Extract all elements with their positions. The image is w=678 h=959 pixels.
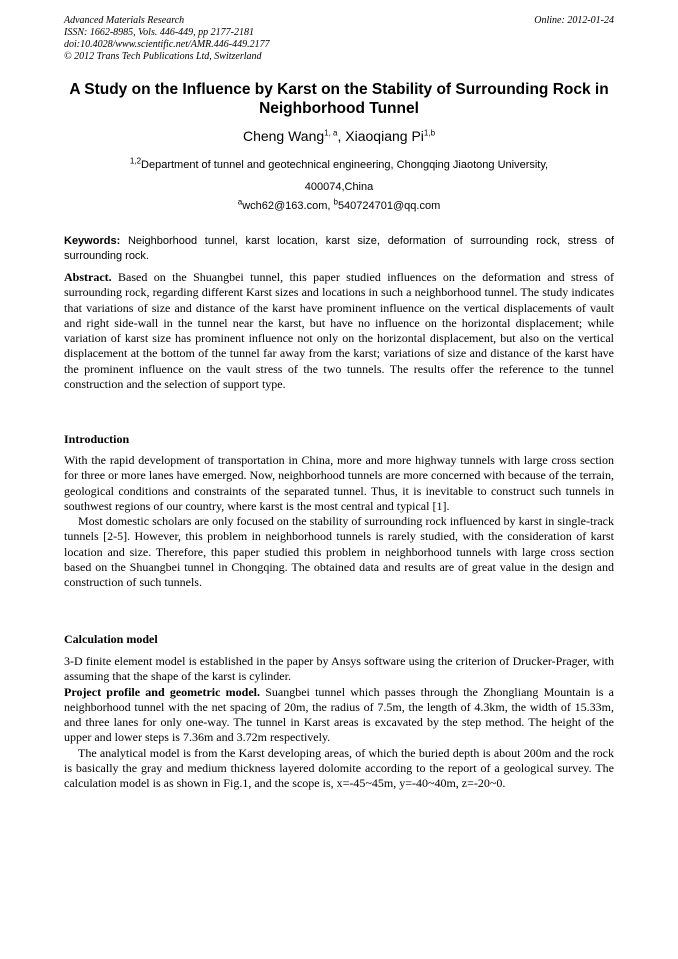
email-line: $^a$wch62@163.com, $^b$540724701@qq.com bbox=[237, 197, 441, 212]
author-superscript: 1,b bbox=[423, 128, 436, 138]
author-superscript: 1, a bbox=[324, 128, 338, 138]
author-separator: , bbox=[337, 128, 346, 144]
subsection-label: Project profile and geometric model. bbox=[64, 684, 260, 699]
section-heading: Introduction bbox=[64, 432, 130, 446]
author-name: Cheng Wang bbox=[242, 128, 325, 144]
journal-name: Advanced Materials Research bbox=[64, 15, 185, 26]
affiliation-line: 400074,China bbox=[304, 181, 374, 193]
keywords-label: Keywords: bbox=[64, 235, 121, 247]
doi-line: doi:10.4028/www.scientific.net/AMR.446-449.2177 bbox=[64, 39, 270, 50]
email-superscript: b bbox=[333, 197, 338, 207]
abstract-label: Abstract. bbox=[64, 270, 112, 284]
abstract-text: Based on the Shuangbei tunnel, this paper studied influences on the deformation and stress of surrounding rock, regarding different Karst sizes and locations in such a neighborhood tunnel. The study indicates that variations of size and distance of the karst have prominent influence on the vertical displacements of vault and right side-wall in the tunnel near the karst, but have no influence on the horizontal displacement; while variation of karst size has prominent influence not only on the horizontal displacement, but also on the vertical displacement at the bottom of the tunnel far away from the karst; variations of size and distance of the karst have the prominent influence on the vault stress of the two tunnels. The results offer the reference to the tunnel construction and the selection of support type. bbox=[64, 270, 614, 392]
email-address[interactable]: wch62@163.com bbox=[242, 200, 328, 212]
calculation-body bbox=[64, 654, 614, 792]
keywords bbox=[64, 234, 614, 263]
issn-line: ISSN: 1662-8985, Vols. 446-449, pp 2177-2181 bbox=[64, 27, 254, 38]
paragraph: Project profile and geometric model. Suangbei tunnel which passes through the Zhongliang Mountain is a neighborhood tunnel with the net spacing of 20m, the radius of 7.5m, the length of 4.3km, the width of 15.33m, and three lanes for only one-way. The tunnel in Karst areas is excavated by the step method. The height of the upper and lower steps is 7.36m and 3.72m respectively. bbox=[64, 684, 615, 745]
introduction-body bbox=[64, 453, 614, 591]
paper-title: A Study on the Influence by Karst on the Stability of Surrounding Rock in Neighborhood Tunnel bbox=[69, 81, 609, 117]
section-heading: Calculation model bbox=[64, 632, 158, 646]
email-address[interactable]: 540724701@qq.com bbox=[337, 200, 441, 212]
journal-header bbox=[64, 15, 614, 63]
online-date: Online: 2012-01-24 bbox=[534, 15, 614, 26]
paragraph: Most domestic scholars are only focused on the stability of surrounding rock influenced by karst in single-track tunnels [2-5]. However, this problem in neighborhood tunnels is rarely studied, with the consideration of karst location and size. Therefore, this paper studied this problem in neighborhood tunnels with large cross section based on the Shuangbei tunnel in Chongqing. The obtained data and results are of great value in the design and construction of such tunnels. bbox=[64, 514, 614, 590]
abstract bbox=[64, 270, 614, 392]
paragraph: The analytical model is from the Karst developing areas, of which the buried depth is about 200m and the rock is basically the gray and medium thickness layered dolomite according to the report of a geological survey. The calculation model is as shown in Fig.1, and the scope is, x=-45~45m, y=-40~40m, z=-20~0. bbox=[64, 745, 614, 791]
paragraph: With the rapid development of transportation in China, more and more highway tunnels with large cross section for three or more lanes have emerged. Now, neighborhood tunnels are more concerned with because of the terrain, geological conditions and constraints of the separated tunnel. Thus, it is inevitable to construct such tunnels in southwest regions of our country, where karst is the most central and typical [1]. bbox=[64, 453, 614, 513]
author-line bbox=[54, 127, 624, 145]
keywords-text: Neighborhood tunnel, karst location, karst size, deformation of surrounding rock, stress of surrounding rock. bbox=[64, 235, 614, 262]
copyright-line: © 2012 Trans Tech Publications Ltd, Switzerland bbox=[64, 51, 262, 62]
author-name: Xiaoqiang Pi bbox=[345, 128, 424, 144]
affiliation-line: $^{1,2}$Department of tunnel and geotechnical engineering, Chongqing Jiaotong University, bbox=[129, 156, 549, 171]
affiliation-superscript: 1,2 bbox=[129, 156, 142, 166]
affiliation bbox=[54, 154, 624, 198]
paragraph: 3-D finite element model is established in the paper by Ansys software using the criterion of Drucker-Prager, with assuming that the shape of the karst is cylinder. bbox=[64, 654, 614, 684]
email-superscript: a bbox=[237, 197, 243, 207]
